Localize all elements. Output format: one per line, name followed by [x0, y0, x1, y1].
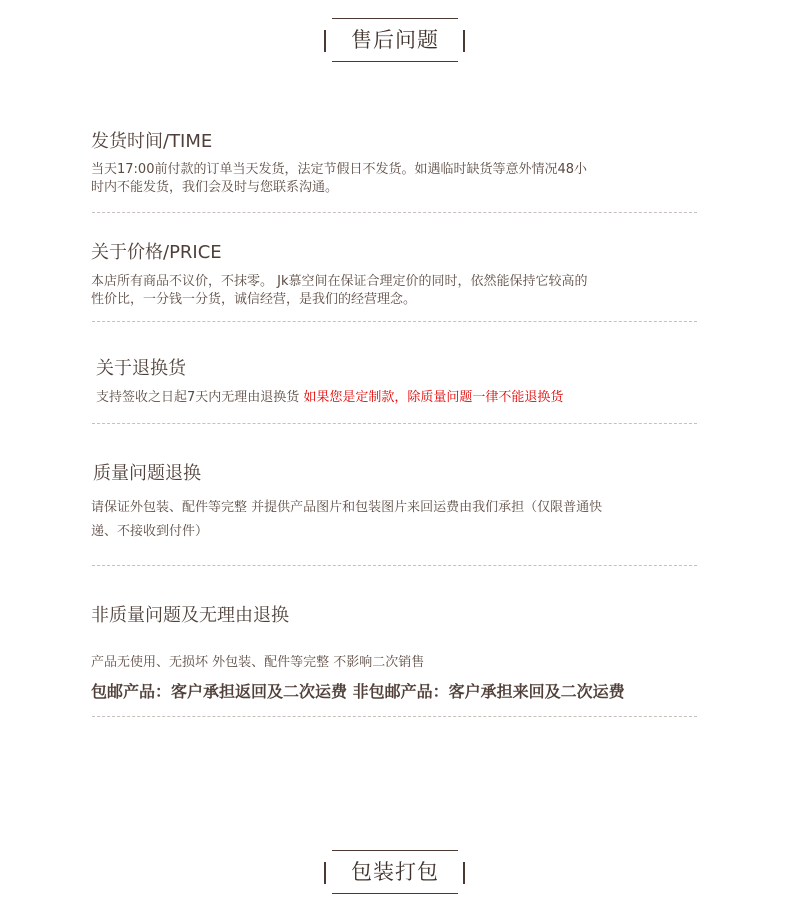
divider	[92, 716, 697, 717]
non-quality-heading: 非质量问题及无理由退换	[91, 605, 289, 626]
returns-heading: 关于退换货	[96, 358, 186, 379]
title-left-bar	[324, 862, 326, 884]
quality-text-line1: 请保证外包装、配件等完整 并提供产品图片和包装图片来回运费由我们承担（仅限普通快	[91, 500, 603, 515]
price-heading: 关于价格/PRICE	[91, 242, 222, 263]
packaging-title-box	[0, 850, 789, 894]
after-sales-title-box	[0, 18, 789, 62]
price-text-line2: 性价比，一分钱一分货，诚信经营，是我们的经营理念。	[91, 292, 417, 307]
quality-text-line2: 递、不接收到付件）	[91, 524, 209, 539]
title-left-bar	[324, 30, 326, 52]
after-sales-title: 售后问题	[332, 18, 458, 62]
shipping-text-line1: 当天17:00前付款的订单当天发货，法定节假日不发货。如遇临时缺货等意外情况48小	[91, 162, 588, 177]
custom-order-warning: 如果您是定制款，除质量问题一律不能退换货	[303, 390, 564, 405]
shipping-cost-policy: 包邮产品：客户承担返回及二次运费 非包邮产品：客户承担来回及二次运费	[91, 682, 625, 701]
title-right-bar	[463, 30, 465, 52]
price-text-line1: 本店所有商品不议价，不抹零。 Jk慕空间在保证合理定价的同时，依然能保持它较高的	[91, 274, 588, 289]
divider	[92, 565, 697, 566]
quality-heading: 质量问题退换	[93, 463, 201, 484]
shipping-text-line2: 时内不能发货，我们会及时与您联系沟通。	[91, 180, 339, 195]
returns-text	[96, 388, 563, 407]
shipping-heading: 发货时间/TIME	[91, 131, 213, 152]
divider	[92, 423, 697, 424]
returns-policy-text: 支持签收之日起7天内无理由退换货	[96, 390, 304, 405]
packaging-title: 包装打包	[332, 850, 458, 894]
divider	[92, 212, 697, 213]
non-quality-text-line1: 产品无使用、无损坏 外包装、配件等完整 不影响二次销售	[91, 655, 425, 670]
title-right-bar	[463, 862, 465, 884]
divider	[92, 321, 697, 322]
